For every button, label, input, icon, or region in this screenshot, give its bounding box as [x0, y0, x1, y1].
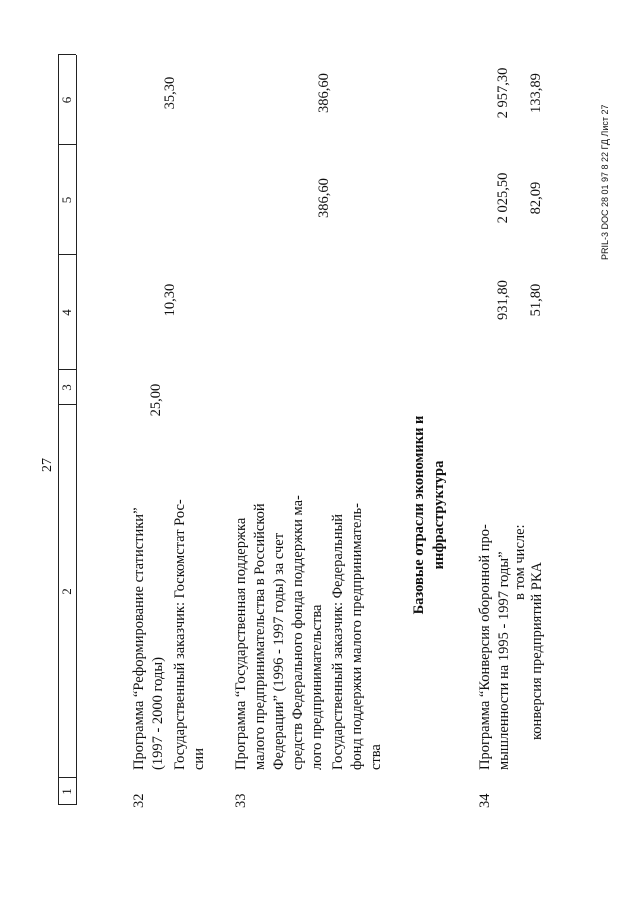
col-header-1: 1 — [59, 788, 74, 795]
value-col5: 2 025,50 — [495, 172, 511, 224]
value-col4: 51,80 — [528, 283, 544, 317]
row-text-line: Государственный заказчик: Федеральный — [330, 513, 346, 770]
row-text-line: в том числе: — [512, 524, 528, 600]
value-col4: 931,80 — [495, 280, 511, 320]
row-text-line: Федерации” (1996 - 1997 годы) за счет — [271, 532, 287, 770]
col-header-5: 5 — [59, 196, 74, 204]
row-text-line: малого предпринимательства в Российской — [252, 503, 268, 770]
section-heading: инфраструктура — [431, 460, 447, 570]
row-number: 34 — [477, 793, 493, 808]
col-header-2: 2 — [59, 588, 74, 595]
header-bottom-rule — [76, 55, 77, 805]
row-text-line: лого предпринимательства — [309, 604, 325, 770]
value-col5: 82,09 — [528, 181, 544, 215]
value-col6: 2 957,30 — [495, 67, 511, 119]
row-text-line: конверсия предприятий РКА — [529, 561, 545, 740]
footer-stamp: PRIL-3 DOC 28 01 97 8 22 ГД Лист 27 — [600, 104, 610, 260]
row-text-line: средств Федерального фонда поддержки ма- — [290, 495, 306, 770]
row-text-line: Программа “Реформирование статистики” — [131, 507, 147, 770]
row-text-line: сии — [191, 748, 207, 770]
row-text-line: мышленности на 1995 - 1997 годы” — [496, 551, 512, 770]
row-text-line: ства — [368, 744, 384, 770]
value-col5: 386,60 — [316, 178, 332, 218]
value-col3: 25,00 — [148, 383, 164, 417]
row-number: 33 — [233, 793, 249, 808]
value-col4: 10,30 — [162, 283, 178, 317]
page-number: 27 — [40, 458, 55, 472]
value-col6: 133,89 — [528, 73, 544, 113]
value-col6: 35,30 — [162, 76, 178, 110]
row-text-line: фонд поддержки малого предприниматель- — [349, 503, 365, 770]
value-col6: 386,60 — [316, 73, 332, 113]
row-text-line: Программа “Государственная поддержка — [233, 517, 249, 770]
col-header-6: 6 — [59, 96, 74, 104]
row-text-line: Государственный заказчик: Госкомстат Рос- — [172, 499, 188, 770]
section-heading: Базовые отрасли экономики и — [411, 415, 427, 615]
col-header-3: 3 — [59, 384, 74, 391]
row-text-line: (1997 - 2000 годы) — [150, 657, 166, 770]
row-number: 32 — [131, 793, 147, 808]
col-header-4: 4 — [59, 309, 74, 316]
row-text-line: Программа “Конверсия оборонной про- — [477, 524, 493, 770]
